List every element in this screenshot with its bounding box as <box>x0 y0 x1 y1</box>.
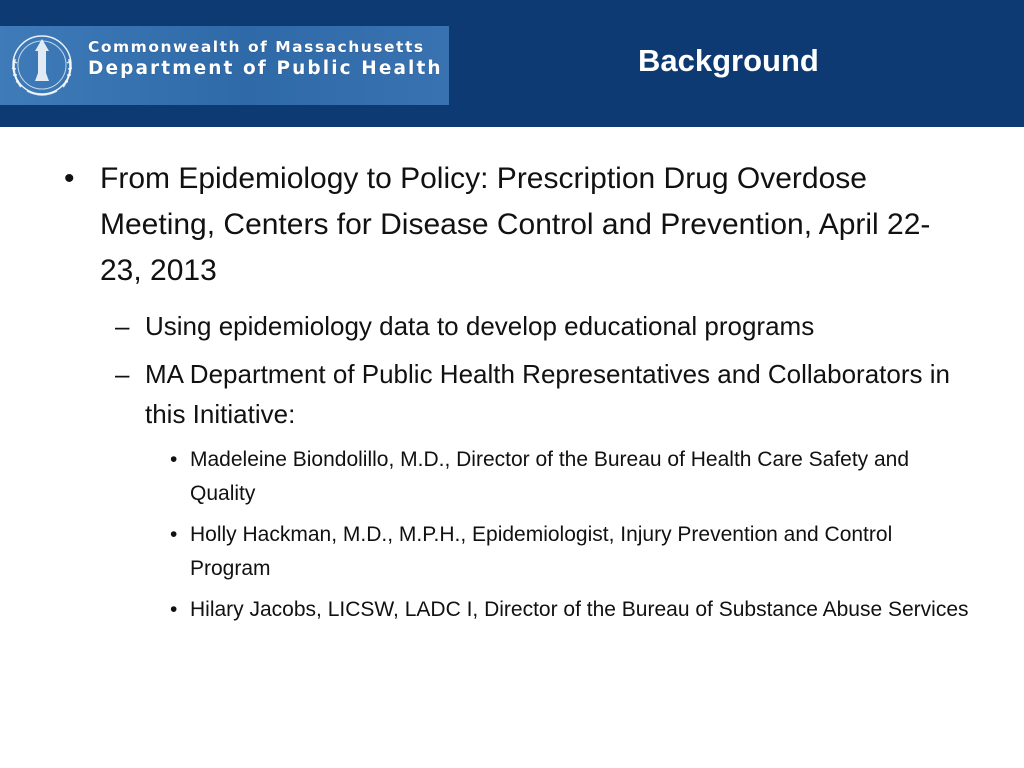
bullet-text: Holly Hackman, M.D., M.P.H., Epidemiologist, Injury Prevention and Control Program <box>190 523 893 580</box>
slide-header <box>0 0 1024 127</box>
bullet-text: Using epidemiology data to develop educational programs <box>145 311 815 341</box>
bullet-dot: • <box>170 598 178 621</box>
bullet-dot: • <box>170 523 178 546</box>
bullet-dash: – <box>115 311 130 341</box>
logo-text <box>88 40 443 78</box>
massachusetts-seal-icon <box>5 29 79 101</box>
bullet-text: Madeleine Biondolillo, M.D., Director of the Bureau of Health Care Safety and Quality <box>190 448 910 505</box>
bullet-text: From Epidemiology to Policy: Prescription Drug Overdose Meeting, Centers for Disease Control and Prevention, April 22-23, 2013 <box>100 162 931 287</box>
logo-line-department: Department of Public Health <box>88 57 443 79</box>
department-logo <box>0 26 449 105</box>
bullet-dot: • <box>170 448 178 471</box>
slide-title: Background <box>638 43 819 78</box>
bullet-dot: • <box>64 162 75 195</box>
logo-line-commonwealth: Commonwealth of Massachusetts <box>88 38 425 56</box>
bullet-dash: – <box>115 359 130 389</box>
bullet-text: MA Department of Public Health Representatives and Collaborators in this Initiative: <box>145 359 950 429</box>
bullet-text: Hilary Jacobs, LICSW, LADC I, Director of the Bureau of Substance Abuse Services <box>190 598 969 621</box>
